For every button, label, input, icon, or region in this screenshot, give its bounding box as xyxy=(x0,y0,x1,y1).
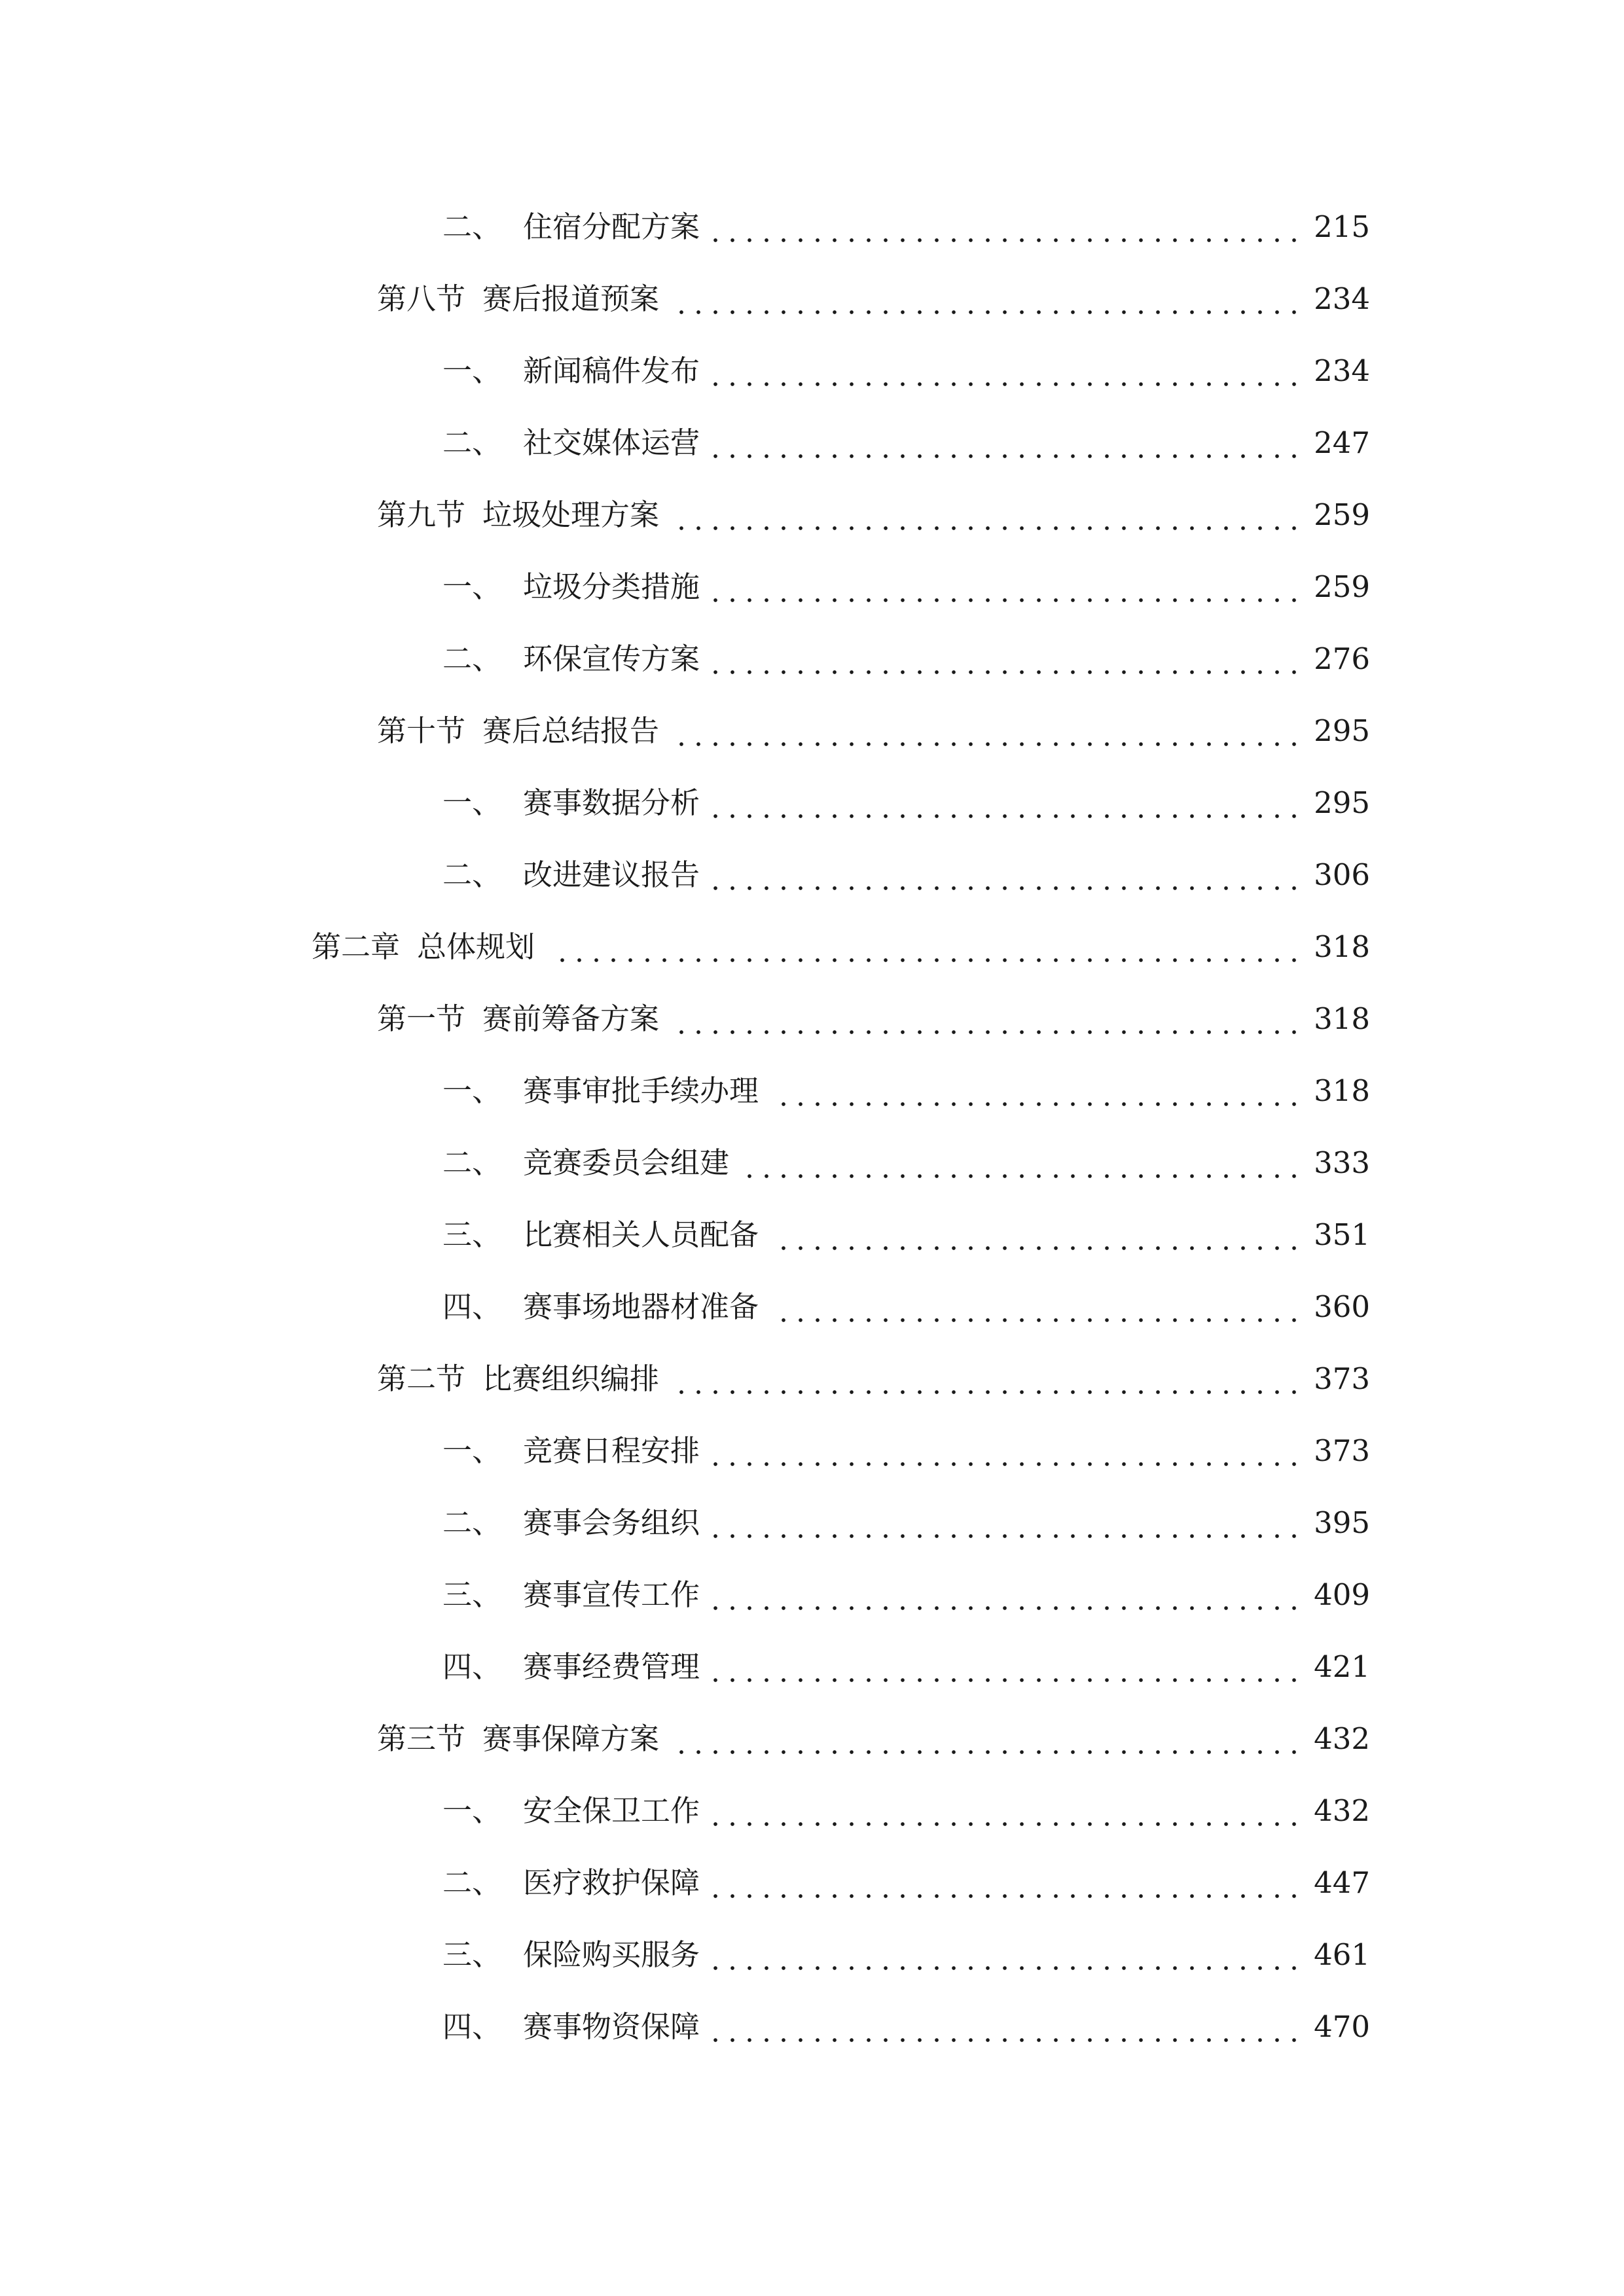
toc-entry-title: 比赛组织编排 xyxy=(482,1350,666,1408)
toc-entry-text xyxy=(442,342,706,401)
toc-dot-leader xyxy=(672,1710,1303,1768)
toc-entry-15[interactable] xyxy=(0,1206,1624,1278)
toc-entry-5[interactable] xyxy=(0,486,1624,558)
toc-page-number: 276 xyxy=(1314,641,1370,676)
toc-entry-text xyxy=(377,1350,666,1408)
toc-page-number: 318 xyxy=(1314,1073,1370,1108)
toc-entry-title: 环保宣传方案 xyxy=(523,630,706,689)
toc-entry-number: 一、 xyxy=(442,353,502,388)
toc-dot-leader xyxy=(712,1566,1303,1624)
toc-entry-title: 赛事经费管理 xyxy=(523,1638,706,1696)
toc-entry-24[interactable] xyxy=(0,1854,1624,1926)
toc-entry-21[interactable] xyxy=(0,1638,1624,1710)
toc-page-number: 373 xyxy=(1314,1361,1370,1396)
toc-page-number: 351 xyxy=(1314,1217,1370,1252)
toc-dot-leader xyxy=(712,1782,1303,1840)
toc-dot-leader xyxy=(672,702,1303,761)
toc-entry-2[interactable] xyxy=(0,270,1624,342)
toc-page-number: 318 xyxy=(1314,929,1370,964)
toc-entry-25[interactable] xyxy=(0,1926,1624,1998)
toc-entry-title: 垃圾分类措施 xyxy=(523,558,706,617)
toc-entry-text xyxy=(442,1926,706,1984)
toc-entry-title: 竞赛日程安排 xyxy=(523,1422,706,1480)
toc-entry-title: 医疗救护保障 xyxy=(523,1854,706,1912)
toc-page-number: 295 xyxy=(1314,713,1370,748)
toc-dot-leader xyxy=(712,342,1303,401)
toc-entry-text xyxy=(442,846,706,905)
toc-page-number: 306 xyxy=(1314,857,1370,892)
toc-entry-6[interactable] xyxy=(0,558,1624,630)
toc-entry-title: 赛事保障方案 xyxy=(482,1710,666,1768)
toc-dot-leader xyxy=(547,918,1303,977)
table-of-contents xyxy=(0,198,1624,2070)
toc-page-number: 432 xyxy=(1314,1721,1370,1756)
toc-entry-title: 改进建议报告 xyxy=(523,846,706,905)
toc-entry-number: 三、 xyxy=(442,1937,502,1972)
toc-dot-leader xyxy=(712,630,1303,689)
toc-dot-leader xyxy=(712,198,1303,257)
toc-entry-number: 二、 xyxy=(442,1505,502,1540)
toc-dot-leader xyxy=(712,414,1303,473)
toc-entry-title: 赛前筹备方案 xyxy=(482,990,666,1049)
toc-entry-number: 一、 xyxy=(442,785,502,820)
toc-page-number: 461 xyxy=(1314,1937,1370,1972)
toc-dot-leader xyxy=(672,990,1303,1049)
toc-entry-title: 赛后总结报告 xyxy=(482,702,666,761)
toc-page-number: 295 xyxy=(1314,785,1370,820)
toc-dot-leader xyxy=(742,1134,1303,1193)
toc-entry-text xyxy=(377,1710,666,1768)
toc-dot-leader xyxy=(712,1422,1303,1480)
toc-entry-14[interactable] xyxy=(0,1134,1624,1206)
toc-page-number: 360 xyxy=(1314,1289,1370,1324)
toc-dot-leader xyxy=(712,1638,1303,1696)
toc-entry-10[interactable] xyxy=(0,846,1624,918)
toc-entry-text xyxy=(442,1494,706,1552)
toc-page-number: 373 xyxy=(1314,1433,1370,1468)
toc-dot-leader xyxy=(712,774,1303,833)
toc-entry-text xyxy=(442,198,706,257)
toc-entry-number: 第二节 xyxy=(377,1361,466,1396)
toc-page-number: 215 xyxy=(1314,209,1370,244)
toc-entry-8[interactable] xyxy=(0,702,1624,774)
toc-dot-leader xyxy=(672,270,1303,329)
toc-entry-number: 一、 xyxy=(442,1073,502,1108)
toc-entry-text xyxy=(377,486,666,545)
toc-page-number: 234 xyxy=(1314,353,1370,388)
toc-entry-text xyxy=(442,630,706,689)
toc-entry-number: 二、 xyxy=(442,857,502,892)
toc-entry-number: 四、 xyxy=(442,1649,502,1684)
toc-entry-text xyxy=(442,1134,736,1193)
toc-entry-title: 比赛相关人员配备 xyxy=(523,1206,765,1265)
toc-entry-text xyxy=(442,1638,706,1696)
toc-entry-number: 第一节 xyxy=(377,1001,466,1036)
toc-page-number: 259 xyxy=(1314,569,1370,604)
toc-dot-leader xyxy=(712,1494,1303,1552)
toc-entry-text xyxy=(312,918,541,977)
toc-dot-leader xyxy=(712,558,1303,617)
toc-entry-title: 新闻稿件发布 xyxy=(523,342,706,401)
toc-entry-number: 一、 xyxy=(442,1793,502,1828)
toc-entry-title: 赛后报道预案 xyxy=(482,270,666,329)
toc-entry-text xyxy=(442,1062,765,1121)
toc-entry-title: 总体规划 xyxy=(417,918,541,977)
toc-entry-title: 住宿分配方案 xyxy=(523,198,706,257)
toc-entry-text xyxy=(442,1854,706,1912)
toc-entry-text xyxy=(442,774,706,833)
toc-entry-text xyxy=(442,1566,706,1624)
toc-entry-4[interactable] xyxy=(0,414,1624,486)
toc-page-number: 333 xyxy=(1314,1145,1370,1180)
toc-dot-leader xyxy=(771,1206,1303,1265)
toc-entry-3[interactable] xyxy=(0,342,1624,414)
toc-dot-leader xyxy=(712,1926,1303,1984)
toc-entry-number: 四、 xyxy=(442,1289,502,1324)
toc-entry-text xyxy=(442,1206,765,1265)
toc-entry-23[interactable] xyxy=(0,1782,1624,1854)
toc-page-number: 432 xyxy=(1314,1793,1370,1828)
toc-entry-number: 二、 xyxy=(442,641,502,676)
toc-page-number: 395 xyxy=(1314,1505,1370,1540)
toc-entry-text xyxy=(442,1278,765,1336)
toc-entry-19[interactable] xyxy=(0,1494,1624,1566)
toc-dot-leader xyxy=(672,486,1303,545)
toc-entry-title: 赛事宣传工作 xyxy=(523,1566,706,1624)
toc-entry-text xyxy=(377,270,666,329)
toc-entry-number: 一、 xyxy=(442,569,502,604)
toc-dot-leader xyxy=(771,1062,1303,1121)
toc-entry-number: 三、 xyxy=(442,1577,502,1612)
toc-page-number: 447 xyxy=(1314,1865,1370,1900)
toc-entry-number: 第二章 xyxy=(312,929,401,964)
toc-entry-1[interactable] xyxy=(0,198,1624,270)
toc-entry-number: 第十节 xyxy=(377,713,466,748)
toc-entry-number: 四、 xyxy=(442,2009,502,2044)
toc-entry-title: 赛事会务组织 xyxy=(523,1494,706,1552)
toc-page-number: 470 xyxy=(1314,2009,1370,2044)
toc-entry-12[interactable] xyxy=(0,990,1624,1062)
toc-entry-11[interactable] xyxy=(0,918,1624,990)
toc-entry-number: 二、 xyxy=(442,1145,502,1180)
toc-entry-22[interactable] xyxy=(0,1710,1624,1782)
toc-entry-18[interactable] xyxy=(0,1422,1624,1494)
toc-entry-text xyxy=(377,702,666,761)
toc-dot-leader xyxy=(712,1998,1303,2056)
toc-entry-17[interactable] xyxy=(0,1350,1624,1422)
toc-entry-number: 三、 xyxy=(442,1217,502,1252)
toc-page-number: 318 xyxy=(1314,1001,1370,1036)
toc-entry-number: 第九节 xyxy=(377,497,466,532)
toc-entry-title: 赛事审批手续办理 xyxy=(523,1062,765,1121)
toc-dot-leader xyxy=(712,846,1303,905)
toc-entry-26[interactable] xyxy=(0,1998,1624,2070)
toc-entry-number: 一、 xyxy=(442,1433,502,1468)
toc-entry-title: 赛事物资保障 xyxy=(523,1998,706,2056)
toc-entry-16[interactable] xyxy=(0,1278,1624,1350)
toc-entry-number: 第三节 xyxy=(377,1721,466,1756)
toc-dot-leader xyxy=(712,1854,1303,1912)
toc-entry-title: 赛事场地器材准备 xyxy=(523,1278,765,1336)
toc-entry-7[interactable] xyxy=(0,630,1624,702)
toc-entry-title: 保险购买服务 xyxy=(523,1926,706,1984)
toc-entry-text xyxy=(442,558,706,617)
toc-page-number: 247 xyxy=(1314,425,1370,460)
toc-entry-number: 二、 xyxy=(442,1865,502,1900)
toc-entry-text xyxy=(442,1998,706,2056)
toc-dot-leader xyxy=(771,1278,1303,1336)
toc-entry-title: 社交媒体运营 xyxy=(523,414,706,473)
toc-entry-title: 垃圾处理方案 xyxy=(482,486,666,545)
toc-entry-text xyxy=(442,1782,706,1840)
toc-entry-13[interactable] xyxy=(0,1062,1624,1134)
toc-entry-9[interactable] xyxy=(0,774,1624,846)
toc-entry-20[interactable] xyxy=(0,1566,1624,1638)
toc-page-number: 259 xyxy=(1314,497,1370,532)
toc-entry-title: 赛事数据分析 xyxy=(523,774,706,833)
toc-entry-text xyxy=(377,990,666,1049)
toc-entry-number: 二、 xyxy=(442,209,502,244)
toc-page-number: 234 xyxy=(1314,281,1370,316)
toc-entry-text xyxy=(442,414,706,473)
toc-entry-title: 竞赛委员会组建 xyxy=(523,1134,736,1193)
toc-entry-text xyxy=(442,1422,706,1480)
toc-page-number: 409 xyxy=(1314,1577,1370,1612)
toc-entry-title: 安全保卫工作 xyxy=(523,1782,706,1840)
toc-entry-number: 第八节 xyxy=(377,281,466,316)
toc-page-number: 421 xyxy=(1314,1649,1370,1684)
toc-entry-number: 二、 xyxy=(442,425,502,460)
toc-dot-leader xyxy=(672,1350,1303,1408)
